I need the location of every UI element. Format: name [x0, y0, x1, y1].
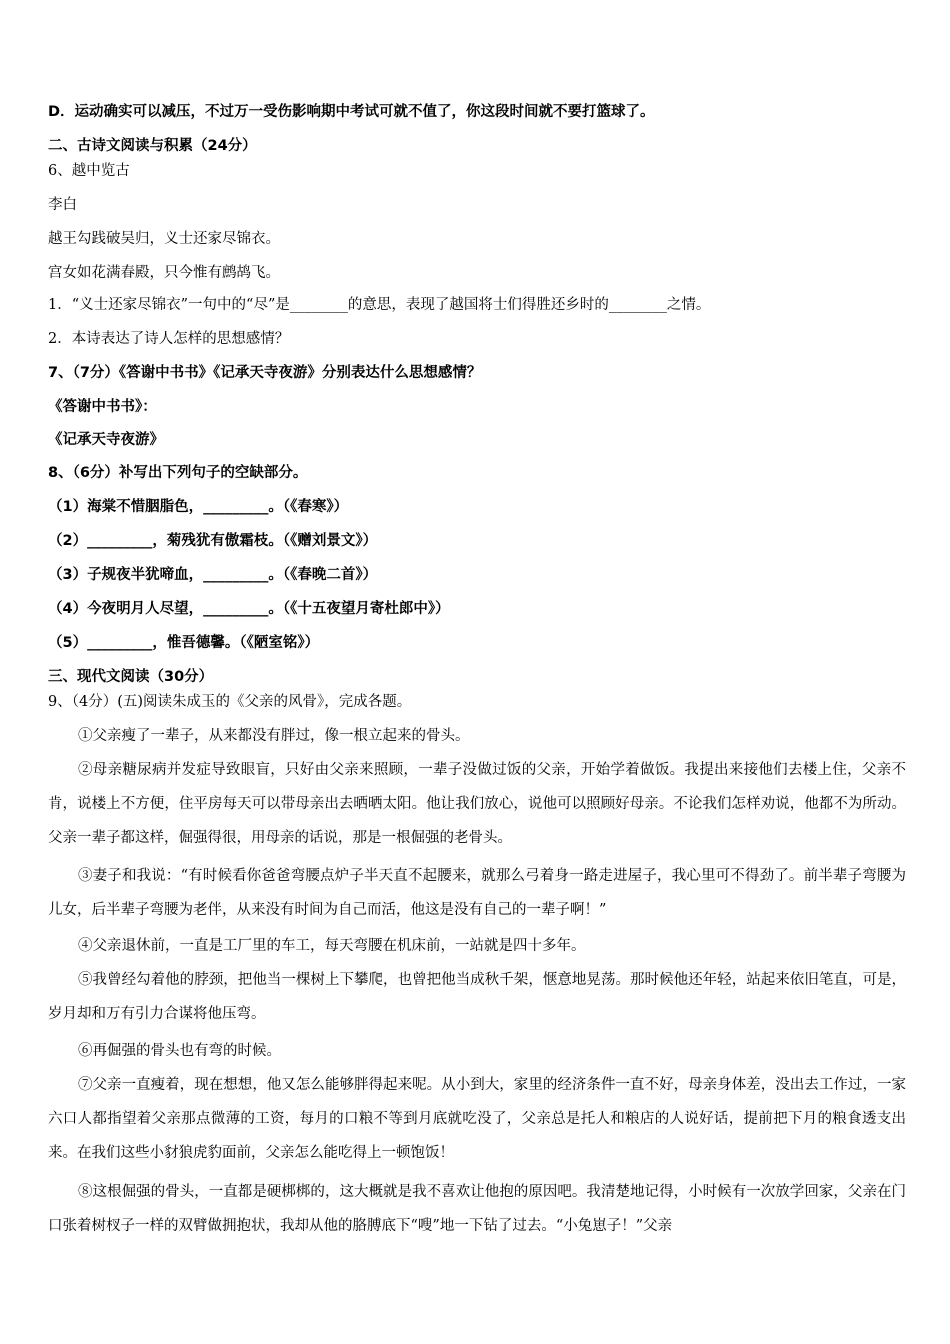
question-6-title: 6、越中览古 [48, 163, 130, 179]
question-7-a: 《答谢中书书》： [48, 399, 157, 415]
question-9: 9、（4分）(五)阅读朱成玉的《父亲的风骨》，完成各题。 [48, 694, 412, 710]
question-6-1: 1．“义士还家尽锦衣”一句中的“尽”是________的意思，表现了越国将士们得胜还乡时的________之情。 [48, 297, 711, 313]
poem-line-2: 宫女如花满春殿，只今惟有鹧鸪飞。 [48, 265, 280, 281]
poem-line-1: 越王勾践破吴归，义士还家尽锦衣。 [48, 231, 280, 247]
question-8-3: （3）子规夜半犹啼血，_________。（《春晚二首》） [48, 567, 378, 583]
paragraph-5: ⑤我曾经勾着他的脖颈，把他当一棵树上下攀爬，也曾把他当成秋千架，惬意地晃荡。那时候他还年轻，站起来依旧笔直，可是，岁月却和万有引力合谋将他压弯。 [48, 972, 906, 1022]
question-6-2: 2．本诗表达了诗人怎样的思想感情？ [48, 331, 290, 347]
section-3-title: 三、现代文阅读（30分） [48, 669, 214, 685]
section-2-title: 二、古诗文阅读与积累（24分） [48, 138, 257, 154]
question-8-1: （1）海棠不惜胭脂色，_________。（《春寒》） [48, 499, 349, 515]
question-8-2: （2）_________，菊残犹有傲霜枝。（《赠刘景文》） [48, 533, 378, 549]
question-8-5: （5）_________，惟吾德馨。（《陋室铭》） [48, 635, 320, 651]
poem-author: 李白 [48, 197, 77, 213]
paragraph-7: ⑦父亲一直瘦着，现在想想，他又怎么能够胖得起来呢。从小到大，家里的经济条件一直不好，母亲身体差，没出去工作过，一家六口人都指望着父亲那点微薄的工资，每月的口粮不等到月底就吃没了，父亲总是托人和粮店的人说好话，提前把下月的粮食透支出来。在我们这些小豺狼虎豹面前，父亲怎么能吃得上一顿饱饭！ [48, 1077, 906, 1161]
question-8: 8、（6分）补写出下列句子的空缺部分。 [48, 465, 308, 481]
question-7: 7、（7分）《答谢中书书》《记承天寺夜游》分别表达什么思想感情？ [48, 365, 482, 381]
paragraph-3: ③妻子和我说：“有时候看你爸爸弯腰点炉子半天直不起腰来，就那么弓着身一路走进屋子，我心里可不得劲了。前半辈子弯腰为儿女，后半辈子弯腰为老伴，从来没有时间为自己而活，他这是没有自己的一辈子啊！” [48, 868, 906, 918]
question-7-b: 《记承天寺夜游》 [48, 432, 164, 448]
option-d: D．运动确实可以减压，不过万一受伤影响期中考试可就不值了，你这段时间就不要打篮球了。 [48, 104, 655, 120]
paragraph-8: ⑧这根倔强的骨头，一直都是硬梆梆的，这大概就是我不喜欢让他抱的原因吧。我清楚地记得，小时候有一次放学回家，父亲在门口张着树杈子一样的双臂做拥抱状，我却从他的胳膊底下“嗖”地一下钻了过去。“小兔崽子！”父亲 [48, 1184, 906, 1234]
paragraph-4: ④父亲退休前，一直是工厂里的车工，每天弯腰在机床前，一站就是四十多年。 [78, 938, 586, 954]
question-8-4: （4）今夜明月人尽望，_________。（《十五夜望月寄杜郎中》） [48, 601, 450, 617]
paragraph-1: ①父亲瘦了一辈子，从来都没有胖过，像一根立起来的骨头。 [78, 728, 470, 744]
paragraph-2: ②母亲糖尿病并发症导致眼盲，只好由父亲来照顾，一辈子没做过饭的父亲，开始学着做饭。我提出来接他们去楼上住，父亲不肯，说楼上不方便，住平房每天可以带母亲出去晒晒太阳。他让我们放心，说他可以照顾好母亲。不论我们怎样劝说，他都不为所动。父亲一辈子都这样，倔强得很，用母亲的话说，那是一根倔强的老骨头。 [48, 762, 906, 846]
paragraph-6: ⑥再倔强的骨头也有弯的时候。 [78, 1043, 281, 1059]
